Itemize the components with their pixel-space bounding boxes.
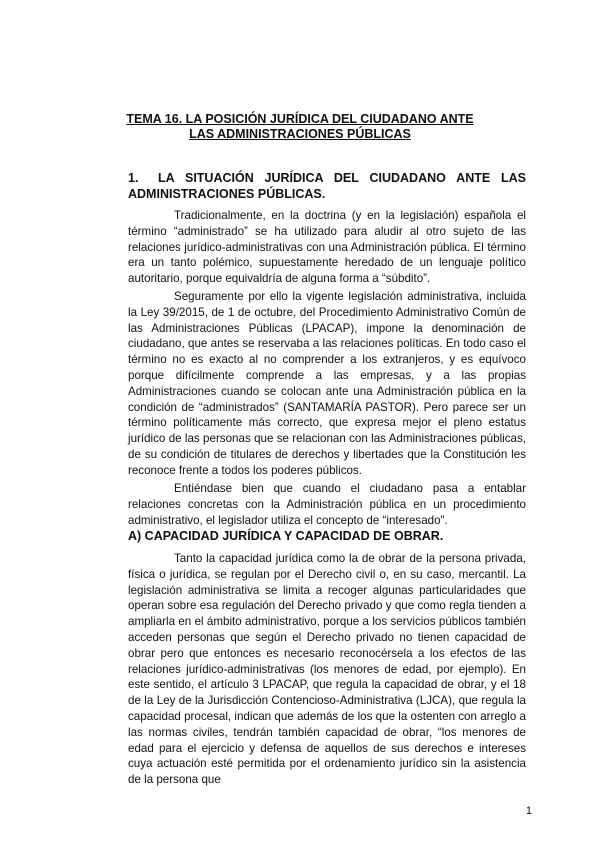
page-number: 1 [525, 805, 532, 817]
document-title: TEMA 16. LA POSICIÓN JURÍDICA DEL CIUDADANO ANTE LAS ADMINISTRACIONES PÚBLICAS [126, 112, 474, 141]
section-1-number: 1. [128, 171, 139, 185]
paragraph-1: Tradicionalmente, en la doctrina (y en la legislación) española el término “administrado” se ha utilizado para aludir al otro sujeto de las relaciones jurídico-administrativas con una Administración pública. El término era un tanto polémico, supuestamente heredado de un lenguaje político autoritario, porque equivaldría de alguna forma a “súbdito”. [128, 209, 526, 286]
section-1-heading [128, 170, 526, 202]
paragraph-3: Entiéndase bien que cuando el ciudadano pasa a entablar relaciones concretas con la Administración pública en un procedimiento administrativo, el legislador utiliza el concepto de “interesado”. [128, 482, 526, 527]
paragraph-2: Seguramente por ello la vigente legislación administrativa, incluida la Ley 39/2015, de 1 de octubre, del Procedimiento Administrativo Común de las Administraciones Públicas (LPACAP), impone la denominación de ciudadano, que antes se reservaba a las relaciones políticas. En todo caso el término no es exacto al no comprender a los extranjeros, y es equívoco porque difícilmente comprende a las empresas, y a las propias Administraciones cuando se colocan ante una Administración pública en la condición de “administrados” (SANTAMARÍA PASTOR). Pero parece ser un término políticamente más correcto, que expresa mejor el pleno estatus jurídico de las personas que se relacionan con las Administraciones públicas, de su condición de titulares de derechos y libertades que la Constitución les reconoce frente a todos los poderes públicos. [128, 290, 526, 477]
section-1-heading-text: LA SITUACIÓN JURÍDICA DEL CIUDADANO ANTE LAS ADMINISTRACIONES PÚBLICAS. [128, 171, 526, 201]
paragraph-4: Tanto la capacidad jurídica como la de obrar de la persona privada, física o jurídica, se regulan por el Derecho civil o, en su caso, mercantil. La legislación administrativa se limita a recoger algunas particularidades que operan sobre esa regulación del Derecho privado y que como regla tienden a ampliarla en el ámbito administrativo, porque a los servicios públicos también acceden personas que según el Derecho privado no tienen capacidad de obrar pero que entonces es necesario reconocérsela a los efectos de las relaciones jurídico-administrativas (los menores de edad, por ejemplo). En este sentido, el artículo 3 LPACAP, que regula la capacidad de obrar, y el 18 de la Ley de la Jurisdicción Contencioso-Administrativa (LJCA), que regula la capacidad procesal, indican que además de los que la ostenten con arreglo a las normas civiles, tendrán también capacidad de obrar, “los menores de edad para el ejercicio y defensa de aquellos de sus derechos e intereses cuya actuación esté permitida por el ordenamiento jurídico sin la asistencia de la persona que [128, 552, 526, 787]
subsection-a-heading: A) CAPACIDAD JURÍDICA Y CAPACIDAD DE OBRAR. [128, 529, 444, 543]
